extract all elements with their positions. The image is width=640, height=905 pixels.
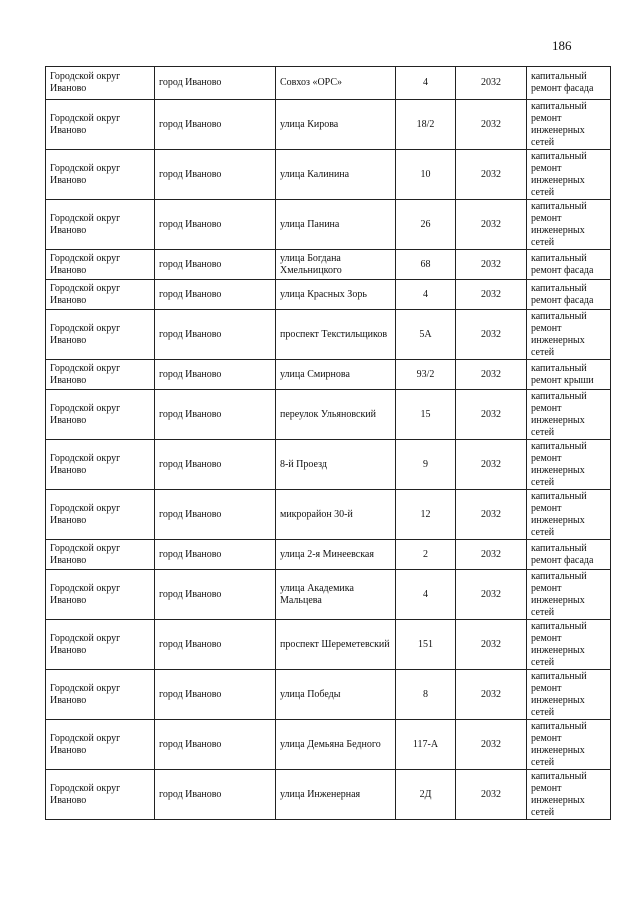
city-cell: город Иваново bbox=[155, 360, 276, 390]
okrug-cell: Городской округ Иваново bbox=[46, 100, 155, 150]
street-cell: улица Академика Мальцева bbox=[276, 570, 396, 620]
street-cell: улица Победы bbox=[276, 670, 396, 720]
table-row bbox=[46, 280, 611, 310]
year-cell: 2032 bbox=[456, 360, 527, 390]
year-cell: 2032 bbox=[456, 770, 527, 820]
table-row bbox=[46, 310, 611, 360]
table-row bbox=[46, 390, 611, 440]
year-cell: 2032 bbox=[456, 100, 527, 150]
street-cell: улица Панина bbox=[276, 200, 396, 250]
year-cell: 2032 bbox=[456, 570, 527, 620]
okrug-cell: Городской округ Иваново bbox=[46, 280, 155, 310]
house-number-cell: 68 bbox=[396, 250, 456, 280]
okrug-cell: Городской округ Иваново bbox=[46, 620, 155, 670]
work-type-cell: капитальный ремонт инженерных сетей bbox=[527, 570, 611, 620]
city-cell: город Иваново bbox=[155, 770, 276, 820]
house-number-cell: 4 bbox=[396, 280, 456, 310]
city-cell: город Иваново bbox=[155, 150, 276, 200]
city-cell: город Иваново bbox=[155, 440, 276, 490]
okrug-cell: Городской округ Иваново bbox=[46, 440, 155, 490]
okrug-cell: Городской округ Иваново bbox=[46, 720, 155, 770]
okrug-cell: Городской округ Иваново bbox=[46, 490, 155, 540]
year-cell: 2032 bbox=[456, 720, 527, 770]
table-row bbox=[46, 720, 611, 770]
street-cell: улица Инженерная bbox=[276, 770, 396, 820]
city-cell: город Иваново bbox=[155, 570, 276, 620]
okrug-cell: Городской округ Иваново bbox=[46, 150, 155, 200]
year-cell: 2032 bbox=[456, 280, 527, 310]
okrug-cell: Городской округ Иваново bbox=[46, 540, 155, 570]
year-cell: 2032 bbox=[456, 250, 527, 280]
okrug-cell: Городской округ Иваново bbox=[46, 360, 155, 390]
okrug-cell: Городской округ Иваново bbox=[46, 390, 155, 440]
street-cell: улица Кирова bbox=[276, 100, 396, 150]
city-cell: город Иваново bbox=[155, 100, 276, 150]
table-row bbox=[46, 200, 611, 250]
table-row bbox=[46, 490, 611, 540]
page-number: 186 bbox=[552, 38, 572, 53]
work-type-cell: капитальный ремонт инженерных сетей bbox=[527, 310, 611, 360]
table-row bbox=[46, 670, 611, 720]
city-cell: город Иваново bbox=[155, 490, 276, 540]
okrug-cell: Городской округ Иваново bbox=[46, 250, 155, 280]
okrug-cell: Городской округ Иваново bbox=[46, 570, 155, 620]
okrug-cell: Городской округ Иваново bbox=[46, 200, 155, 250]
table-row bbox=[46, 770, 611, 820]
street-cell: улица Демьяна Бедного bbox=[276, 720, 396, 770]
work-type-cell: капитальный ремонт инженерных сетей bbox=[527, 440, 611, 490]
city-cell: город Иваново bbox=[155, 250, 276, 280]
year-cell: 2032 bbox=[456, 670, 527, 720]
table-body bbox=[46, 67, 611, 820]
year-cell: 2032 bbox=[456, 540, 527, 570]
year-cell: 2032 bbox=[456, 440, 527, 490]
work-type-cell: капитальный ремонт инженерных сетей bbox=[527, 150, 611, 200]
work-type-cell: капитальный ремонт инженерных сетей bbox=[527, 670, 611, 720]
table-row bbox=[46, 67, 611, 100]
year-cell: 2032 bbox=[456, 150, 527, 200]
okrug-cell: Городской округ Иваново bbox=[46, 670, 155, 720]
city-cell: город Иваново bbox=[155, 670, 276, 720]
work-type-cell: капитальный ремонт инженерных сетей bbox=[527, 490, 611, 540]
table-row bbox=[46, 440, 611, 490]
work-type-cell: капитальный ремонт инженерных сетей bbox=[527, 770, 611, 820]
house-number-cell: 8 bbox=[396, 670, 456, 720]
work-type-cell: капитальный ремонт фасада bbox=[527, 250, 611, 280]
okrug-cell: Городской округ Иваново bbox=[46, 67, 155, 100]
house-number-cell: 93/2 bbox=[396, 360, 456, 390]
street-cell: 8-й Проезд bbox=[276, 440, 396, 490]
work-type-cell: капитальный ремонт фасада bbox=[527, 67, 611, 100]
table-row bbox=[46, 250, 611, 280]
table-row bbox=[46, 540, 611, 570]
work-type-cell: капитальный ремонт инженерных сетей bbox=[527, 720, 611, 770]
house-number-cell: 26 bbox=[396, 200, 456, 250]
city-cell: город Иваново bbox=[155, 720, 276, 770]
street-cell: улица Богдана Хмельницкого bbox=[276, 250, 396, 280]
year-cell: 2032 bbox=[456, 620, 527, 670]
house-number-cell: 151 bbox=[396, 620, 456, 670]
year-cell: 2032 bbox=[456, 390, 527, 440]
house-number-cell: 10 bbox=[396, 150, 456, 200]
year-cell: 2032 bbox=[456, 490, 527, 540]
table-row bbox=[46, 100, 611, 150]
city-cell: город Иваново bbox=[155, 67, 276, 100]
house-number-cell: 9 bbox=[396, 440, 456, 490]
house-number-cell: 2Д bbox=[396, 770, 456, 820]
street-cell: улица Калинина bbox=[276, 150, 396, 200]
street-cell: улица Смирнова bbox=[276, 360, 396, 390]
house-number-cell: 4 bbox=[396, 570, 456, 620]
work-type-cell: капитальный ремонт крыши bbox=[527, 360, 611, 390]
year-cell: 2032 bbox=[456, 310, 527, 360]
street-cell: Совхоз «ОРС» bbox=[276, 67, 396, 100]
city-cell: город Иваново bbox=[155, 310, 276, 360]
work-type-cell: капитальный ремонт фасада bbox=[527, 280, 611, 310]
street-cell: улица Красных Зорь bbox=[276, 280, 396, 310]
street-cell: переулок Ульяновский bbox=[276, 390, 396, 440]
year-cell: 2032 bbox=[456, 67, 527, 100]
city-cell: город Иваново bbox=[155, 200, 276, 250]
house-number-cell: 4 bbox=[396, 67, 456, 100]
work-type-cell: капитальный ремонт фасада bbox=[527, 540, 611, 570]
work-type-cell: капитальный ремонт инженерных сетей bbox=[527, 100, 611, 150]
street-cell: улица 2-я Минеевская bbox=[276, 540, 396, 570]
table-row bbox=[46, 360, 611, 390]
street-cell: проспект Шереметевский bbox=[276, 620, 396, 670]
city-cell: город Иваново bbox=[155, 280, 276, 310]
work-type-cell: капитальный ремонт инженерных сетей bbox=[527, 200, 611, 250]
house-number-cell: 2 bbox=[396, 540, 456, 570]
year-cell: 2032 bbox=[456, 200, 527, 250]
house-number-cell: 15 bbox=[396, 390, 456, 440]
street-cell: проспект Текстильщиков bbox=[276, 310, 396, 360]
street-cell: микрорайон 30-й bbox=[276, 490, 396, 540]
table-row bbox=[46, 570, 611, 620]
table-row bbox=[46, 150, 611, 200]
house-number-cell: 12 bbox=[396, 490, 456, 540]
house-number-cell: 18/2 bbox=[396, 100, 456, 150]
house-number-cell: 5А bbox=[396, 310, 456, 360]
city-cell: город Иваново bbox=[155, 390, 276, 440]
okrug-cell: Городской округ Иваново bbox=[46, 770, 155, 820]
table-row bbox=[46, 620, 611, 670]
house-number-cell: 117-А bbox=[396, 720, 456, 770]
work-type-cell: капитальный ремонт инженерных сетей bbox=[527, 390, 611, 440]
city-cell: город Иваново bbox=[155, 620, 276, 670]
okrug-cell: Городской округ Иваново bbox=[46, 310, 155, 360]
work-type-cell: капитальный ремонт инженерных сетей bbox=[527, 620, 611, 670]
city-cell: город Иваново bbox=[155, 540, 276, 570]
repair-schedule-table bbox=[45, 66, 611, 820]
